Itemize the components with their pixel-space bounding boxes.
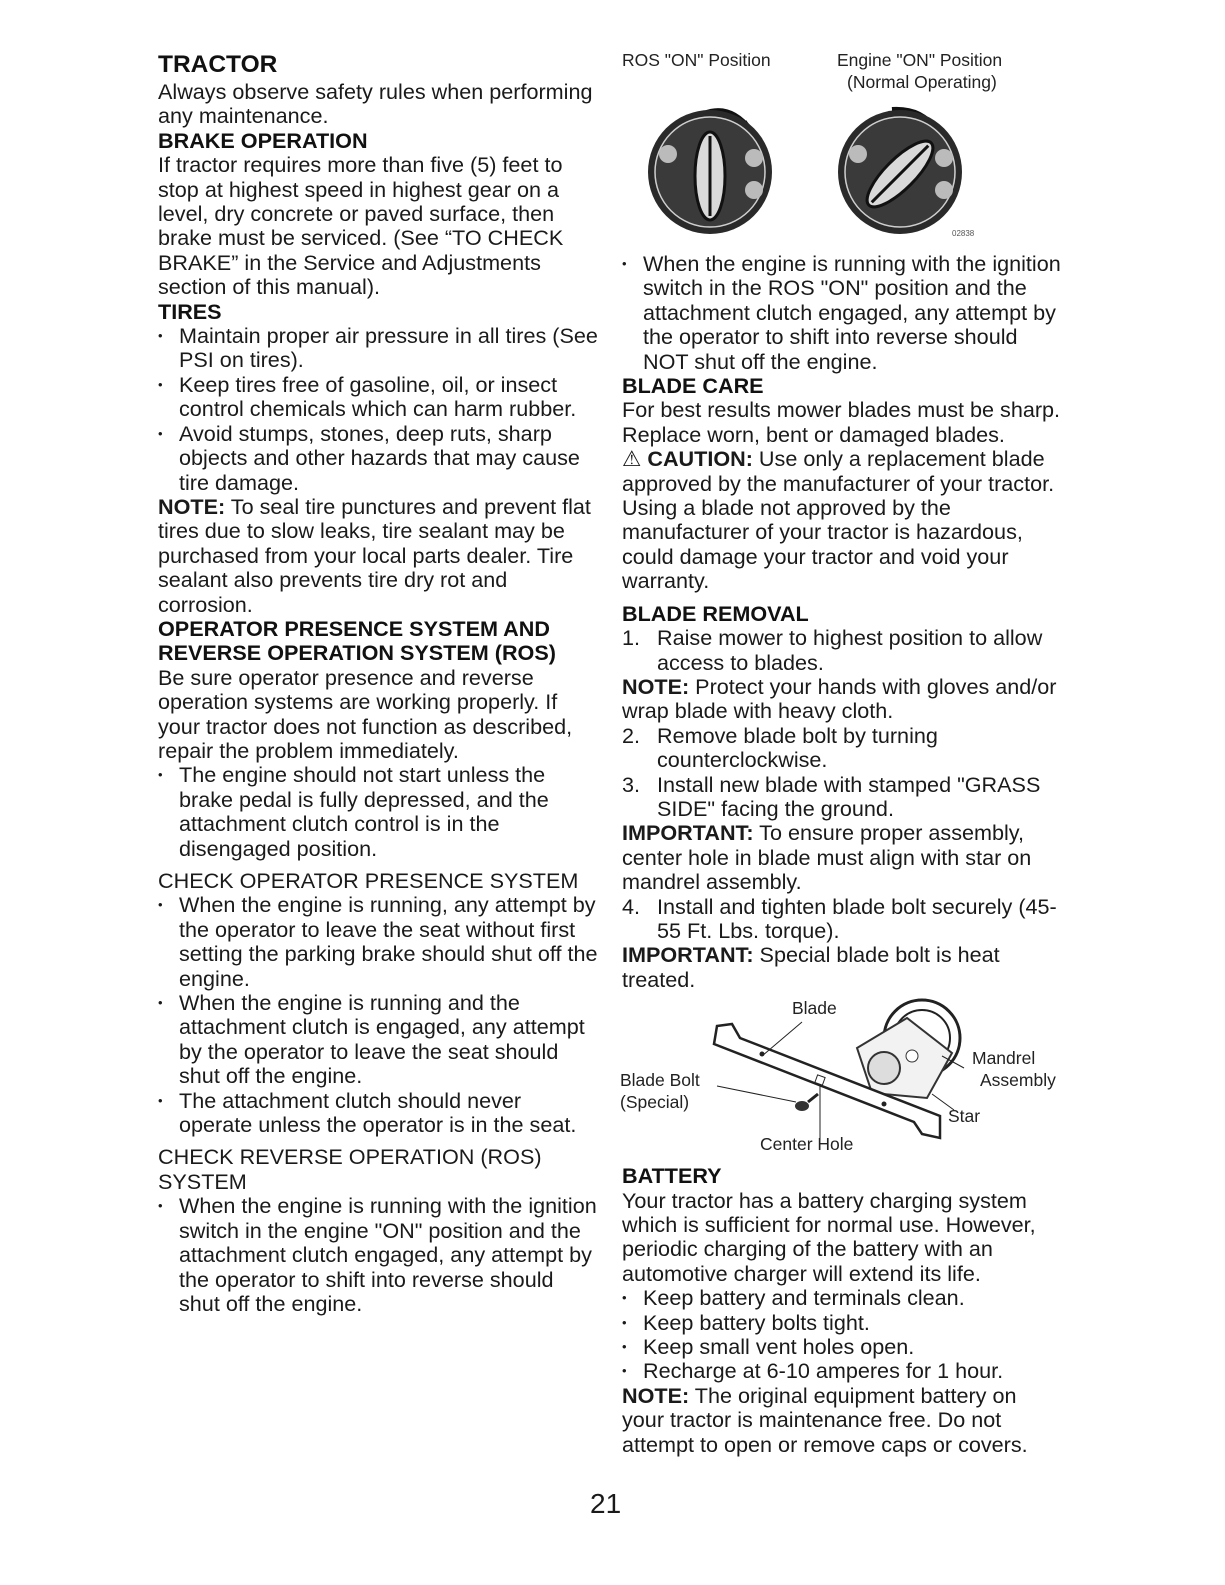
- note-text: To seal tire punctures and prevent flat tires due to slow leaks, tire sealant may be purchased from your local parts dealer. Tire sealant also prevents tire dry rot and corrosion.: [158, 493, 591, 617]
- note-label: NOTE:: [158, 493, 226, 519]
- list-item: • When the engine is running with the ignition switch in the ROS "ON" position and the attachment clutch engaged, any attempt by the operator to shift into reverse should NOT shut off the engine.: [622, 252, 1062, 374]
- blade-removal-steps-2: [622, 724, 1062, 822]
- callout-blade: Blade: [792, 998, 837, 1019]
- page-number: 21: [590, 1488, 622, 1519]
- list-item: • When the engine is running with the ignition switch in the engine "ON" position and the attachment clutch engaged, any attempt by the operator to shift into reverse should shut off the engine.: [158, 1194, 598, 1316]
- ignition-switch-diagram: [642, 90, 975, 240]
- callout-bolt-1: Blade Bolt: [620, 1070, 700, 1091]
- figure-code: 02838: [952, 229, 975, 238]
- list-item: • Avoid stumps, stones, deep ruts, sharp objects and other hazards that may cause tire damage.: [158, 422, 598, 495]
- brake-text: If tractor requires more than five (5) feet to stop at highest speed in highest gear on a level, dry concrete or paved surface, then brake must be serviced. (See “TO CHECK BRAKE” in the Service and Adjustments section of this manual).: [158, 152, 564, 300]
- caution-text: Use only a replacement blade approved by the manufacturer of your tractor. Using a blade not approved by the manufacturer of your tractor is hazardous, could damage your tractor and void your warranty.: [622, 446, 1055, 594]
- mandrel-assembly-icon: [857, 1000, 960, 1098]
- list-item: • The engine should not start unless the brake pedal is fully depressed, and the attachment clutch control is in the disengaged position.: [158, 763, 598, 861]
- tires-note: [158, 495, 598, 617]
- list-item: • Keep tires free of gasoline, oil, or insect control chemicals which can harm rubber.: [158, 373, 598, 422]
- blade-care-text: For best results mower blades must be sharp. Replace worn, bent or damaged blades.: [622, 397, 1061, 447]
- battery-list: [622, 1286, 1062, 1384]
- list-item: • The attachment clutch should never operate unless the operator is in the seat.: [158, 1089, 598, 1138]
- caption-engine-on: Engine "ON" Position: [837, 50, 1003, 70]
- engine-switch-icon: [838, 110, 962, 234]
- callout-mandrel-2: Assembly: [980, 1070, 1056, 1091]
- list-item: • Keep battery bolts tight.: [622, 1311, 1062, 1335]
- note-protect-hands: NOTE: Protect your hands with gloves and/or wrap blade with heavy cloth.: [622, 673, 1057, 724]
- blade-removal-steps-3: [622, 895, 1062, 944]
- blade-removal-heading: BLADE REMOVAL: [622, 600, 809, 626]
- check-ros-heading: CHECK REVERSE OPERATION (ROS) SYSTEM: [158, 1144, 542, 1194]
- tires-list: [158, 324, 598, 495]
- caution-paragraph: [622, 447, 1062, 593]
- battery-note: NOTE: The original equipment battery on your tractor is maintenance free. Do not attempt to open or remove caps or covers.: [622, 1382, 1028, 1457]
- list-item: 4. Install and tighten blade bolt securely (45-55 Ft. Lbs. torque).: [622, 893, 1057, 943]
- callout-bolt-2: (Special): [620, 1092, 690, 1113]
- check-presence-heading: CHECK OPERATOR PRESENCE SYSTEM: [158, 868, 579, 893]
- caption-ros-on: ROS "ON" Position: [622, 50, 771, 70]
- warning-icon: ⚠: [622, 446, 642, 472]
- callout-mandrel-1: Mandrel: [972, 1048, 1036, 1069]
- battery-heading: BATTERY: [622, 1163, 722, 1189]
- ignition-switch-figure: [622, 50, 1062, 240]
- ros-on-list: [622, 252, 1062, 374]
- callout-center-hole: Center Hole: [760, 1134, 854, 1155]
- important-heat-treated: IMPORTANT: Special blade bolt is heat treated.: [622, 942, 1000, 992]
- tires-heading: TIRES: [158, 298, 222, 324]
- list-item: • When the engine is running and the attachment clutch is engaged, any attempt by the operator to leave the seat should shut off the engine.: [158, 991, 598, 1089]
- list-item: • Keep small vent holes open.: [622, 1335, 1062, 1359]
- check-ros-list: [158, 1194, 598, 1316]
- important-center-hole: IMPORTANT: To ensure proper assembly, center hole in blade must align with star on mandrel assembly.: [622, 820, 1032, 895]
- callout-star: Star: [948, 1106, 981, 1127]
- ros-text: Be sure operator presence and reverse operation systems are working properly. If your tractor does not function as described, repair the problem immediately.: [158, 664, 573, 763]
- ros-heading: OPERATOR PRESENCE SYSTEM AND REVERSE OPERATION SYSTEM (ROS): [158, 615, 556, 666]
- tractor-intro: Always observe safety rules when performing any maintenance.: [158, 79, 593, 129]
- blade-care-heading: BLADE CARE: [622, 373, 764, 399]
- right-column: [622, 50, 1062, 1457]
- list-item: 3. Install new blade with stamped "GRASS SIDE" facing the ground.: [622, 771, 1041, 821]
- list-item: • Maintain proper air pressure in all tires (See PSI on tires).: [158, 324, 598, 373]
- brake-heading: BRAKE OPERATION: [158, 127, 368, 153]
- list-item: • Recharge at 6-10 amperes for 1 hour.: [622, 1359, 1062, 1383]
- check-presence-list: [158, 893, 598, 1137]
- tractor-heading: TRACTOR: [158, 51, 278, 78]
- battery-text: Your tractor has a battery charging system which is sufficient for normal use. However, periodic charging of the battery with an automotive charger will extend its life.: [622, 1187, 1036, 1286]
- blade-diagram: [622, 998, 1062, 1158]
- list-item: • When the engine is running, any attempt by the operator to leave the seat without first setting the parking brake should shut off the engine.: [158, 893, 598, 991]
- caption-engine-sub: (Normal Operating): [847, 72, 997, 92]
- ros-list: [158, 763, 598, 861]
- left-column: [158, 50, 598, 1316]
- caution-label: ⚠ CAUTION:: [622, 446, 753, 472]
- list-item: 2. Remove blade bolt by turning counterclockwise.: [622, 722, 938, 773]
- blade-bolt-icon: [795, 1094, 818, 1111]
- list-item: 1. Raise mower to highest position to allow access to blades.: [622, 625, 1043, 675]
- ros-switch-icon: [648, 110, 772, 234]
- blade-removal-steps-1: [622, 626, 1062, 675]
- list-item: • Keep battery and terminals clean.: [622, 1286, 1062, 1310]
